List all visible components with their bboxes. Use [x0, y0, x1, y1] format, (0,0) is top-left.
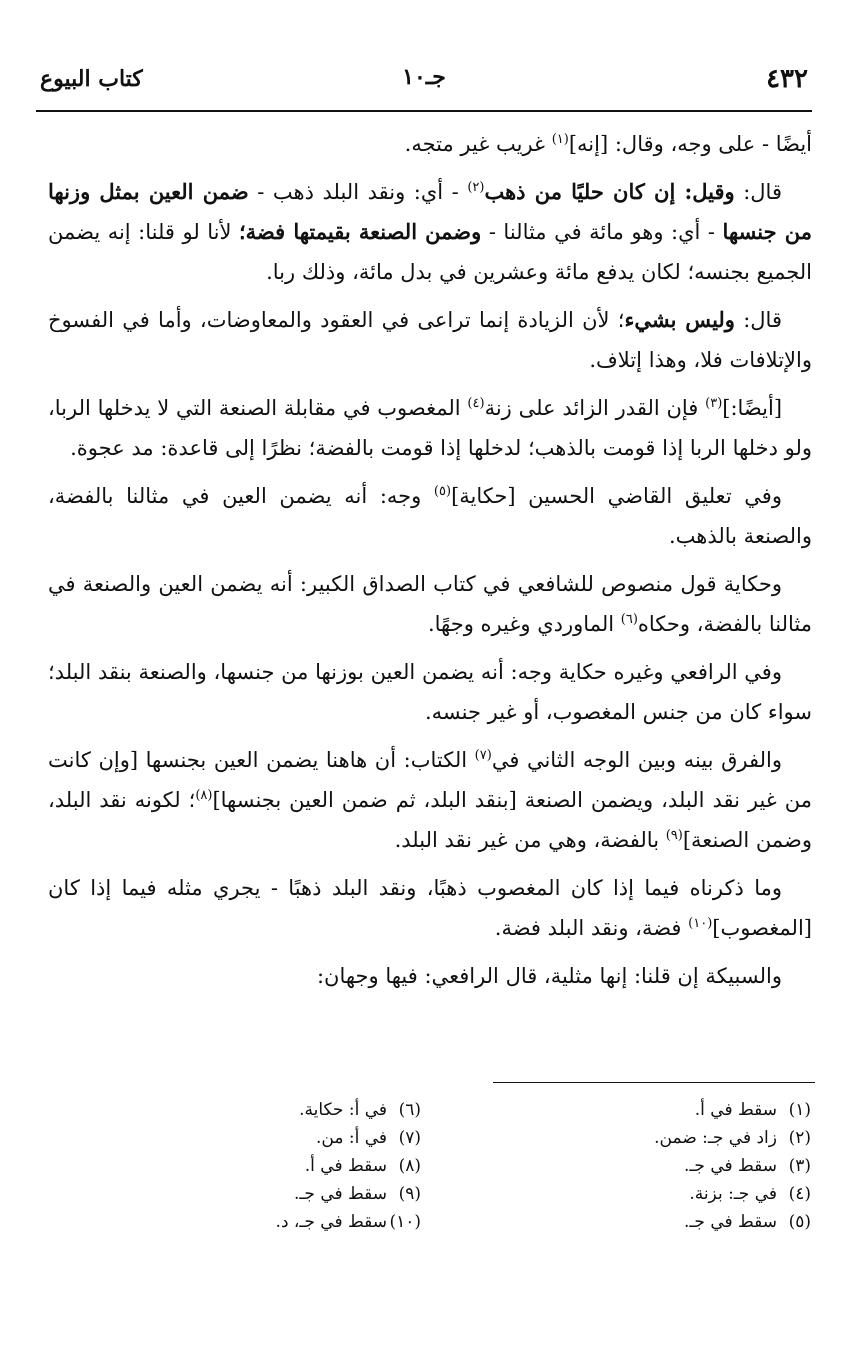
footnote-text: في أ: حكاية.: [299, 1100, 387, 1120]
bold-text-run: وقيل: إن كان حليًا من ذهب: [484, 179, 735, 204]
footnote-number: (٦): [398, 1100, 421, 1120]
footnote-separator: [493, 1082, 815, 1083]
text-run: قال:: [734, 308, 782, 332]
text-run: وحكاية قول منصوص للشافعي في كتاب الصداق الكبير: أنه يضمن العين والصنعة في مثالنا بالفضة، وحكاه: [48, 572, 812, 636]
text-run: وجه: أنه يضمن العين في مثالنا بالفضة، والصنعة بالذهب.: [48, 484, 812, 548]
paragraph-7: [48, 652, 812, 732]
footnote-item: [91, 1096, 421, 1124]
text-run: لأنا لو قلنا: إنه يضمن الجميع بجنسه؛ لكان يدفع مائة وعشرين في بدل مائة، وذلك ربا.: [48, 220, 812, 284]
footnote-ref: (٤): [467, 396, 485, 411]
footnote-number: (٩): [398, 1184, 421, 1204]
footnote-number: (٢): [788, 1128, 811, 1148]
footnote-ref: (٢): [467, 180, 485, 195]
footnote-text: سقط في جـ.: [684, 1156, 777, 1176]
footnote-number: (٣): [788, 1156, 811, 1176]
text-run: فضة، ونقد البلد فضة.: [494, 916, 689, 940]
header-rule: [36, 110, 812, 112]
footnote-ref: (٨): [195, 788, 213, 803]
text-run: - أي: ونقد البلد ذهب -: [248, 180, 468, 204]
text-run: قال:: [734, 180, 782, 204]
footnote-ref: (٥): [433, 484, 452, 499]
volume-label: جـ١٠: [402, 64, 446, 90]
footnote-ref: (٣): [705, 396, 723, 411]
footnote-item: [481, 1208, 811, 1236]
paragraph-8: [48, 740, 812, 860]
bold-text-run: وليس بشيء: [624, 307, 735, 332]
text-run: ؛ لكونه نقد البلد، وضمن الصنعة]: [48, 788, 812, 852]
footnote-ref: (٧): [474, 748, 492, 763]
paragraph-9: [48, 868, 812, 948]
footnote-item: [91, 1180, 421, 1208]
text-run: والفرق بينه وبين الوجه الثاني في: [491, 748, 782, 772]
footnote-ref: (١): [551, 132, 569, 147]
footnote-item: [481, 1152, 811, 1180]
paragraph-1: [48, 124, 812, 164]
paragraph-6: [48, 564, 812, 644]
text-run: فإن القدر الزائد على زنة: [484, 396, 706, 420]
footnote-ref: (١٠): [688, 916, 713, 931]
footnote-number: (٧): [398, 1128, 421, 1148]
text-run: بالفضة، وهي من غير نقد البلد.: [394, 828, 666, 852]
footnote-number: (١٠): [389, 1212, 421, 1232]
paragraph-4: [48, 388, 812, 468]
footnote-number: (٤): [788, 1184, 811, 1204]
footnote-column-left: [91, 1096, 421, 1236]
main-text: [48, 124, 812, 1004]
footnote-text: سقط في أ.: [694, 1100, 777, 1120]
text-run: - أي: وهو مائة في مثالنا -: [481, 220, 723, 244]
footnote-text: في أ: من.: [315, 1128, 387, 1148]
running-header: [40, 60, 808, 100]
footnote-item: [91, 1124, 421, 1152]
footnote-ref: (٩): [665, 828, 683, 843]
paragraph-2: [48, 172, 812, 292]
text-run: ؛ لأن الزيادة إنما تراعى في العقود والمعاوضات، وأما في الفسوخ والإتلافات فلا، وهذا إتلاف.: [48, 308, 812, 372]
footnote-item: [481, 1096, 811, 1124]
footnote-column-right: [481, 1096, 811, 1236]
footnote-item: [481, 1180, 811, 1208]
text-run: وفي تعليق القاضي الحسين [حكاية]: [451, 484, 782, 508]
footnote-text: سقط في جـ، د.: [275, 1212, 387, 1232]
footnote-number: (١): [788, 1100, 811, 1120]
bold-text-run: ضمن العين بمثل وزنها من جنسها: [48, 179, 813, 244]
book-title: كتاب البيوع: [40, 66, 143, 92]
footnote-text: زاد في جـ: ضمن.: [654, 1128, 777, 1148]
footnote-number: (٨): [398, 1156, 421, 1176]
footnote-text: سقط في أ.: [304, 1156, 387, 1176]
footnote-text: سقط في جـ.: [684, 1212, 777, 1232]
footnote-ref: (٦): [620, 612, 638, 627]
text-run: الماوردي وغيره وجهًا.: [427, 612, 621, 636]
footnote-item: [91, 1152, 421, 1180]
text-run: [أيضًا:]: [722, 396, 783, 420]
footnote-number: (٥): [788, 1212, 811, 1232]
text-run: وفي الرافعي وغيره حكاية وجه: أنه يضمن العين بوزنها من جنسها، والصنعة بنقد البلد؛ سواء كان من جنس المغصوب، أو غير جنسه.: [48, 660, 812, 724]
footnote-text: في جـ: بزنة.: [689, 1184, 777, 1204]
footnote-text: سقط في جـ.: [294, 1184, 387, 1204]
paragraph-3: [48, 300, 812, 380]
text-run: المغصوب في مقابلة الصنعة التي لا يدخلها الربا، ولو دخلها الربا إذا قومت بالذهب؛ لدخلها إذا قومت بالفضة؛ نظرًا إلى قاعدة: مد عجوة.: [48, 396, 812, 460]
text-run: الكتاب: أن هاهنا يضمن العين بجنسها [وإن كانت من غير نقد البلد، ويضمن الصنعة [بنقد البلد، ثم ضمن العين بجنسها]: [48, 748, 812, 812]
text-run: غريب غير متجه.: [404, 132, 552, 156]
text-run: وما ذكرناه فيما إذا كان المغصوب ذهبًا، ونقد البلد ذهبًا - يجري مثله فيما إذا كان [المغصوب]: [48, 876, 812, 940]
bold-text-run: وضمن الصنعة بقيمتها فضة؛: [239, 219, 482, 244]
text-run: والسبيكة إن قلنا: إنها مثلية، قال الرافعي: فيها وجهان:: [316, 964, 782, 988]
paragraph-5: [48, 476, 812, 556]
footnote-item: [91, 1208, 421, 1236]
footnote-item: [481, 1124, 811, 1152]
paragraph-10: [48, 956, 812, 996]
text-run: أيضًا - على وجه، وقال: [إنه]: [568, 132, 812, 156]
page-number: ٤٣٢: [766, 64, 808, 94]
